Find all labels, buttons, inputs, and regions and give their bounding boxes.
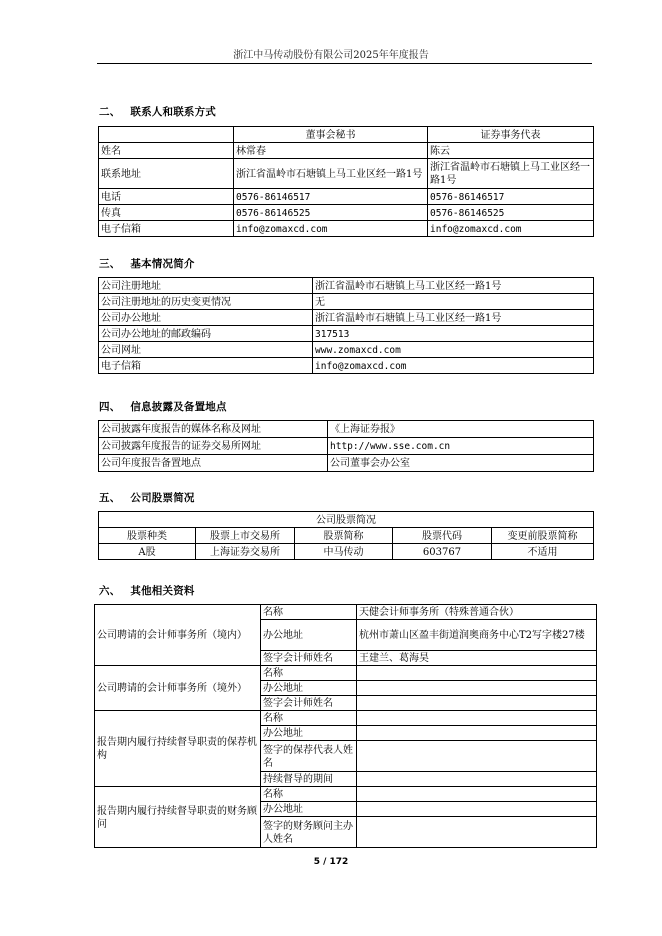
sponsor-name-label: 名称 xyxy=(261,711,357,726)
advisor-label: 报告期内履行持续督导职责的财务顾问 xyxy=(95,787,261,848)
header-divider xyxy=(97,63,592,64)
section-4-title-text: 信息披露及备置地点 xyxy=(130,401,227,413)
table-row xyxy=(99,205,594,221)
rep-email: info@zomaxcd.com xyxy=(428,221,594,237)
website-label: 公司网址 xyxy=(99,342,313,358)
col-header-rep: 证券事务代表 xyxy=(428,127,594,143)
row-label-email: 电子信箱 xyxy=(99,221,234,237)
secretary-address: 浙江省温岭市石塘镇上马工业区经一路1号 xyxy=(234,159,428,189)
advisor-host-value xyxy=(357,817,597,848)
table-row xyxy=(95,711,597,726)
exchange-website-label: 公司披露年度报告的证券交易所网址 xyxy=(99,438,328,455)
email-label: 电子信箱 xyxy=(99,358,313,374)
overseas-auditor-label: 公司聘请的会计师事务所（境外） xyxy=(95,666,261,711)
disclosure-table xyxy=(98,420,594,472)
reg-address-value: 浙江省温岭市石塘镇上马工业区经一路1号 xyxy=(313,278,594,294)
section-4-title xyxy=(99,399,227,414)
header-exchange: 股票上市交易所 xyxy=(196,528,295,544)
report-location-label: 公司年度报告备置地点 xyxy=(99,455,328,472)
reg-history-value: 无 xyxy=(313,294,594,310)
sponsor-name-value xyxy=(357,711,597,726)
overseas-name-value xyxy=(357,666,597,681)
table-row xyxy=(95,666,597,681)
website-value: www.zomaxcd.com xyxy=(313,342,594,358)
stock-code-value: 603767 xyxy=(393,544,492,560)
other-info-table xyxy=(94,604,597,848)
contact-table xyxy=(98,126,594,237)
section-5-number: 五、 xyxy=(99,492,121,504)
report-location-value: 公司董事会办公室 xyxy=(328,455,594,472)
section-5-title-text: 公司股票简况 xyxy=(130,492,195,504)
contact-table-corner-cell xyxy=(99,127,234,143)
table-row xyxy=(99,326,594,342)
overseas-office-value xyxy=(357,681,597,696)
section-3-number: 三、 xyxy=(99,258,121,270)
sponsor-label: 报告期内履行持续督导职责的保荐机构 xyxy=(95,711,261,787)
domestic-name-value: 天健会计师事务所（特殊普通合伙） xyxy=(357,605,597,620)
table-row xyxy=(99,159,594,189)
short-name-value: 中马传动 xyxy=(295,544,393,560)
section-5-title xyxy=(99,490,195,505)
section-2-title-text: 联系人和联系方式 xyxy=(130,106,217,118)
col-header-secretary: 董事会秘书 xyxy=(234,127,428,143)
rep-phone: 0576-86146517 xyxy=(428,189,594,205)
media-label: 公司披露年度报告的媒体名称及网址 xyxy=(99,421,328,438)
table-row xyxy=(99,294,594,310)
advisor-office-value xyxy=(357,802,597,817)
row-label-fax: 传真 xyxy=(99,205,234,221)
table-row xyxy=(99,221,594,237)
sponsor-office-value xyxy=(357,726,597,741)
email-value: info@zomaxcd.com xyxy=(313,358,594,374)
advisor-office-label: 办公地址 xyxy=(261,802,357,817)
secretary-fax: 0576-86146525 xyxy=(234,205,428,221)
reg-address-label: 公司注册地址 xyxy=(99,278,313,294)
basic-info-table xyxy=(98,277,594,374)
section-4-number: 四、 xyxy=(99,401,121,413)
table-row xyxy=(99,455,594,472)
header-stock-type: 股票种类 xyxy=(99,528,196,544)
secretary-name: 林常春 xyxy=(234,143,428,159)
row-label-address: 联系地址 xyxy=(99,159,234,189)
sponsor-rep-value xyxy=(357,741,597,772)
stock-type-value: A股 xyxy=(99,544,196,560)
table-row xyxy=(99,421,594,438)
office-address-label: 公司办公地址 xyxy=(99,310,313,326)
header-former-name: 变更前股票简称 xyxy=(492,528,594,544)
rep-name: 陈云 xyxy=(428,143,594,159)
page-number: 5 / 172 xyxy=(313,857,349,867)
domestic-signer-label: 签字会计师姓名 xyxy=(261,651,357,666)
page-header-title: 浙江中马传动股份有限公司2025年年度报告 xyxy=(233,50,429,61)
table-row xyxy=(95,787,597,802)
table-row xyxy=(99,189,594,205)
exchange-website-value: http://www.sse.com.cn xyxy=(328,438,594,455)
section-3-title-text: 基本情况简介 xyxy=(130,258,195,270)
reg-history-label: 公司注册地址的历史变更情况 xyxy=(99,294,313,310)
section-2-title xyxy=(99,104,216,119)
media-value: 《上海证券报》 xyxy=(328,421,594,438)
exchange-value: 上海证券交易所 xyxy=(196,544,295,560)
office-address-value: 浙江省温岭市石塘镇上马工业区经一路1号 xyxy=(313,310,594,326)
overseas-office-label: 办公地址 xyxy=(261,681,357,696)
section-6-number: 六、 xyxy=(99,585,121,597)
domestic-signer-value: 王建兰、葛海昊 xyxy=(357,651,597,666)
table-row xyxy=(95,605,597,620)
advisor-name-value xyxy=(357,787,597,802)
sponsor-period-label: 持续督导的期间 xyxy=(261,772,357,787)
secretary-phone: 0576-86146517 xyxy=(234,189,428,205)
table-row xyxy=(99,278,594,294)
rep-fax: 0576-86146525 xyxy=(428,205,594,221)
sponsor-rep-label: 签字的保荐代表人姓名 xyxy=(261,741,357,772)
header-stock-code: 股票代码 xyxy=(393,528,492,544)
section-6-title-text: 其他相关资料 xyxy=(130,585,195,597)
sponsor-office-label: 办公地址 xyxy=(261,726,357,741)
postal-code-value: 317513 xyxy=(313,326,594,342)
advisor-host-label: 签字的财务顾问主办人姓名 xyxy=(261,817,357,848)
advisor-name-label: 名称 xyxy=(261,787,357,802)
stock-table-header-row xyxy=(99,528,594,544)
section-3-title xyxy=(99,256,195,271)
table-row xyxy=(99,310,594,326)
postal-code-label: 公司办公地址的邮政编码 xyxy=(99,326,313,342)
row-label-phone: 电话 xyxy=(99,189,234,205)
table-row xyxy=(99,544,594,560)
section-6-title xyxy=(99,583,195,598)
former-name-value: 不适用 xyxy=(492,544,594,560)
overseas-signer-value xyxy=(357,696,597,711)
overseas-name-label: 名称 xyxy=(261,666,357,681)
table-row xyxy=(99,143,594,159)
secretary-email: info@zomaxcd.com xyxy=(234,221,428,237)
domestic-name-label: 名称 xyxy=(261,605,357,620)
stock-table-title-row xyxy=(99,512,594,528)
table-row xyxy=(99,358,594,374)
stock-table xyxy=(98,511,594,560)
domestic-auditor-label: 公司聘请的会计师事务所（境内） xyxy=(95,605,261,666)
domestic-office-label: 办公地址 xyxy=(261,620,357,651)
overseas-signer-label: 签字会计师姓名 xyxy=(261,696,357,711)
section-2-number: 二、 xyxy=(99,106,121,118)
row-label-name: 姓名 xyxy=(99,143,234,159)
table-row xyxy=(99,342,594,358)
sponsor-period-value xyxy=(357,772,597,787)
header-short-name: 股票简称 xyxy=(295,528,393,544)
stock-table-title: 公司股票简况 xyxy=(99,512,594,528)
rep-address: 浙江省温岭市石塘镇上马工业区经一路1号 xyxy=(428,159,594,189)
domestic-office-value: 杭州市萧山区盈丰街道润奥商务中心T2写字楼27楼 xyxy=(357,620,597,651)
table-row xyxy=(99,438,594,455)
contact-table-header-row xyxy=(99,127,594,143)
